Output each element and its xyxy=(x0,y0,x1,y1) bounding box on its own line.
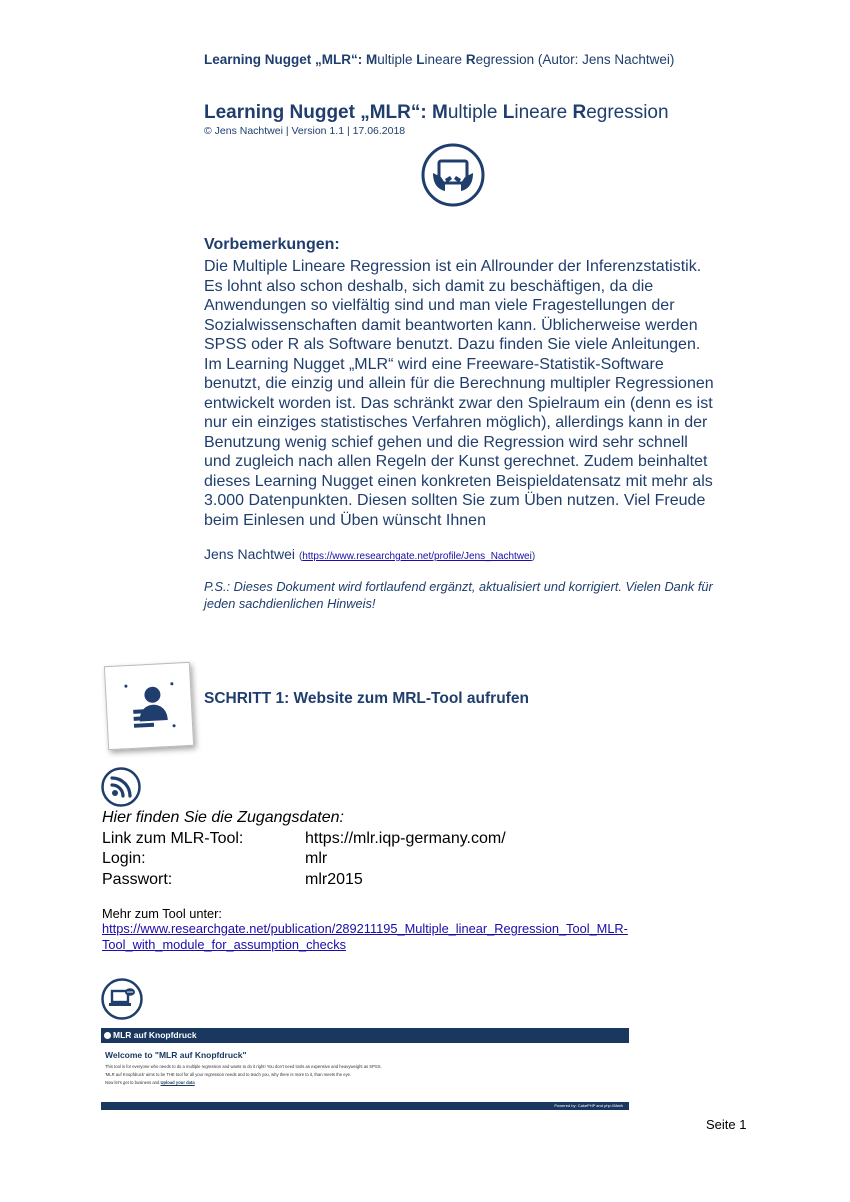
running-header-ultiple: ultiple xyxy=(377,52,417,67)
laptop-chat-icon xyxy=(101,978,143,1020)
text-line: Im Learning Nugget „MLR“ wird eine Freeware-Statistik-Software xyxy=(204,355,664,373)
text-line: beim Einlesen und Üben wünscht Ihnen xyxy=(204,511,486,529)
author-name: Jens Nachtwei xyxy=(204,546,296,562)
title-ineare: ineare xyxy=(514,102,573,123)
copyright-line: © Jens Nachtwei | Version 1.1 | 17.06.2018 xyxy=(204,125,406,137)
tool-welcome: Welcome to "MLR auf Knopfdruck" xyxy=(105,1050,247,1060)
access-value: mlr xyxy=(305,850,328,867)
publication-link[interactable] xyxy=(102,921,722,953)
title-egression: egression xyxy=(586,102,669,123)
vorbemerkungen-text xyxy=(204,257,749,530)
running-header-m: M xyxy=(366,52,378,67)
running-header-prefix: Learning Nugget „MLR“: xyxy=(204,52,366,67)
access-label: Login: xyxy=(102,850,146,867)
upload-data-link[interactable]: Upload your data xyxy=(160,1080,195,1085)
title-ultiple: ultiple xyxy=(447,102,503,123)
access-label: Link zum MLR-Tool: xyxy=(102,830,244,847)
running-header-r: R xyxy=(465,52,476,67)
page-number: Seite 1 xyxy=(706,1117,747,1132)
text-line: Anwendungen so vielfältig sind und man viele Fragestellungen der xyxy=(204,297,675,314)
title-r: R xyxy=(572,102,587,123)
tablet-hands-icon xyxy=(421,143,485,207)
title-prefix: Learning Nugget „MLR“: xyxy=(204,102,432,123)
running-header-l: L xyxy=(416,52,425,67)
access-label: Passwort: xyxy=(102,871,173,888)
ps-note: P.S.: Dieses Dokument wird fortlaufend ergänzt, aktualisiert und korrigiert. Vielen Dank für jeden sachdienlichen Hinweis! xyxy=(204,579,713,611)
author-link-wrapper xyxy=(299,551,535,562)
access-heading: Hier finden Sie die Zugangsdaten: xyxy=(102,809,344,826)
more-label: Mehr zum Tool unter: xyxy=(102,906,222,921)
author-line xyxy=(204,546,535,562)
paren-close: ) xyxy=(531,551,536,562)
text-line: entwickelt worden ist. Das schränkt zwar den Spielraum ein (denn es ist xyxy=(204,394,713,412)
document-title xyxy=(204,102,669,124)
text-line: SPSS oder R als Software benutzt. Dazu finden Sie viele Anleitungen. xyxy=(204,336,701,353)
tool-footer-bar xyxy=(101,1102,629,1110)
step-card xyxy=(104,662,194,750)
text-line: dieses Learning Nugget einen konkreten Beispieldatensatz mit mehr als xyxy=(204,472,713,490)
running-header-rest: egression (Autor: Jens Nachtwei) xyxy=(475,52,675,67)
step1-title: SCHRITT 1: Website zum MRL-Tool aufrufen xyxy=(204,690,529,707)
access-row-link xyxy=(102,830,506,848)
tool-logo-icon xyxy=(104,1032,111,1039)
person-document-icon xyxy=(105,663,193,749)
vorbemerkungen-heading: Vorbemerkungen: xyxy=(204,236,340,253)
text-line: Sozialwissenschaften damit beantworten kann. Üblicherweise werden xyxy=(204,316,698,334)
title-l: L xyxy=(502,102,515,123)
publication-link-line[interactable]: Tool_with_module_for_assumption_checks xyxy=(102,937,346,952)
running-header-ineare: ineare xyxy=(424,52,466,67)
text-line: nur ein einziges statistisches Verfahren möglich), allerdings kann in der xyxy=(204,414,708,431)
tool-text-line: This tool is for everyone who needs to do a multiple regression and wants to do it right! You don't need tools as expensive and heavyweight as SPSS. xyxy=(105,1064,382,1069)
tool-text-line: 'MLR auf Knopfdruck' aims to be THE tool for all your regression needs and to teach you, why there is more to it, than meets the eye. xyxy=(105,1072,352,1077)
access-value: mlr2015 xyxy=(305,871,363,888)
tool-footer-text: Powered by: CakePHP and php://Math xyxy=(554,1103,623,1108)
tool-screenshot xyxy=(101,1028,629,1110)
tool-title: MLR auf Knopfdruck xyxy=(113,1030,197,1040)
researchgate-profile-link[interactable]: https://www.researchgate.net/profile/Jens_Nachtwei xyxy=(302,551,532,562)
access-row-password xyxy=(102,871,363,889)
text-line: Benutzung wenig schief gehen und die Regression wird sehr schnell xyxy=(204,433,688,451)
paren-open: ( xyxy=(298,551,303,562)
title-m: M xyxy=(431,102,448,123)
publication-link-line[interactable]: https://www.researchgate.net/publication/289211195_Multiple_linear_Regression_Tool_MLR- xyxy=(102,921,628,936)
text-line: und zugleich nach allen Regeln der Kunst gerechnet. Zudem beinhaltet xyxy=(204,453,708,470)
tool-text-prefix: Now let's get to business and xyxy=(105,1080,161,1085)
running-header xyxy=(204,52,674,67)
text-line: 3.000 Datenpunkten. Diesen sollten Sie zum Üben nutzen. Viel Freude xyxy=(204,492,706,509)
text-line: benutzt, die einzig und allein für die Berechnung multipler Regressionen xyxy=(204,375,714,392)
text-line: Es lohnt also schon deshalb, sich damit zu beschäftigen, da die xyxy=(204,277,654,295)
text-line: Die Multiple Lineare Regression ist ein Allrounder der Inferenzstatistik. xyxy=(204,258,702,275)
tool-text-line xyxy=(105,1080,195,1085)
rss-icon xyxy=(101,767,141,807)
tool-header-bar xyxy=(101,1028,629,1043)
access-value: https://mlr.iqp-germany.com/ xyxy=(305,830,506,847)
access-row-login xyxy=(102,850,328,868)
